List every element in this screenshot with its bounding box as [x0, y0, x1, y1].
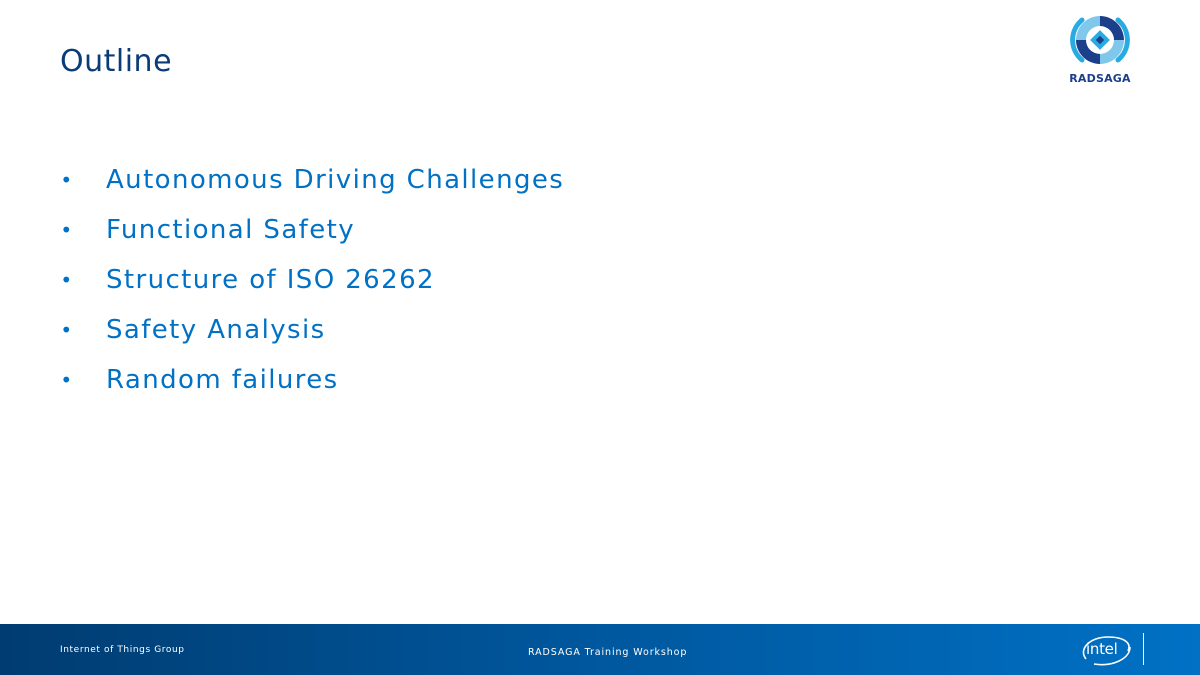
- footer-group-label: Internet of Things Group: [60, 645, 185, 655]
- intel-logo: [1080, 633, 1132, 667]
- slide-title: Outline: [60, 44, 173, 79]
- bullet-text: Safety Analysis: [106, 315, 326, 345]
- bullet-text: Random failures: [106, 365, 339, 395]
- bullet-icon: •: [60, 168, 74, 192]
- bullet-text: Autonomous Driving Challenges: [106, 165, 565, 195]
- bullet-text: Functional Safety: [106, 215, 355, 245]
- footer-divider: [1143, 633, 1144, 665]
- radsaga-logo-icon: [1062, 10, 1138, 70]
- bullet-text: Structure of ISO 26262: [106, 265, 435, 295]
- footer-event-label: RADSAGA Training Workshop: [528, 647, 688, 658]
- bullet-icon: •: [60, 218, 74, 242]
- radsaga-logo: [1062, 10, 1138, 90]
- intel-logo-text: intel: [1086, 640, 1118, 658]
- bullet-icon: •: [60, 318, 74, 342]
- footer-bar: [0, 624, 1200, 675]
- bullet-icon: •: [60, 368, 74, 392]
- bullet-icon: •: [60, 268, 74, 292]
- radsaga-logo-text: RADSAGA: [1069, 72, 1131, 85]
